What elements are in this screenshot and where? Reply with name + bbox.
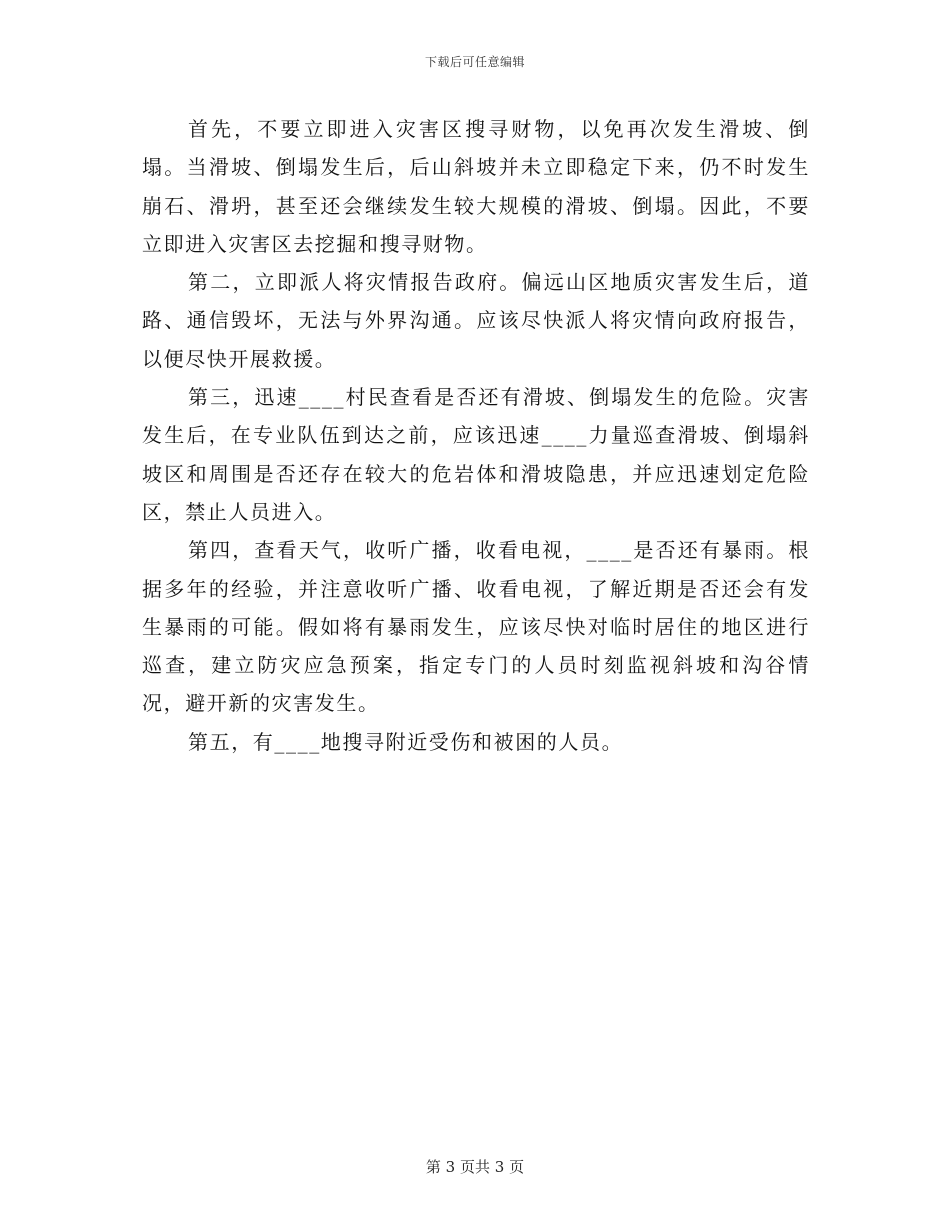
paragraph-5: 第五，有____地搜寻附近受伤和被困的人员。 [188,729,624,754]
page-header: 下载后可任意编辑 [424,55,525,69]
paragraph-4: 第四，查看天气，收听广播，收看电视，____是否还有暴雨。根据多年的经验，并注意收听广播、收看电视，了解近期是否还会有发生暴雨的可能。假如将有暴雨发生，应该尽快对临时居住的地区进行巡查，建立防灾应急预案，指定专门的人员时刻监视斜坡和沟谷情况，避开新的灾害发生。 [142,538,810,716]
paragraph-2: 第二，立即派人将灾情报告政府。偏远山区地质灾害发生后，道路、通信毁坏，无法与外界沟通。应该尽快派人将灾情向政府报告，以便尽快开展救援。 [142,270,810,371]
document-body [142,110,810,761]
paragraph-3: 第三，迅速____村民查看是否还有滑坡、倒塌发生的危险。灾害发生后，在专业队伍到达之前，应该迅速____力量巡查滑坡、倒塌斜坡区和周围是否还存在较大的危岩体和滑坡隐患，并应迅速划定危险区，禁止人员进入。 [142,385,810,524]
paragraph-1: 首先，不要立即进入灾害区搜寻财物，以免再次发生滑坡、倒塌。当滑坡、倒塌发生后，后山斜坡并未立即稳定下来，仍不时发生崩石、滑坍，甚至还会继续发生较大规模的滑坡、倒塌。因此，不要立即进入灾害区去挖掘和搜寻财物。 [142,117,810,256]
page-footer: 第 3 页共 3 页 [425,1158,525,1176]
